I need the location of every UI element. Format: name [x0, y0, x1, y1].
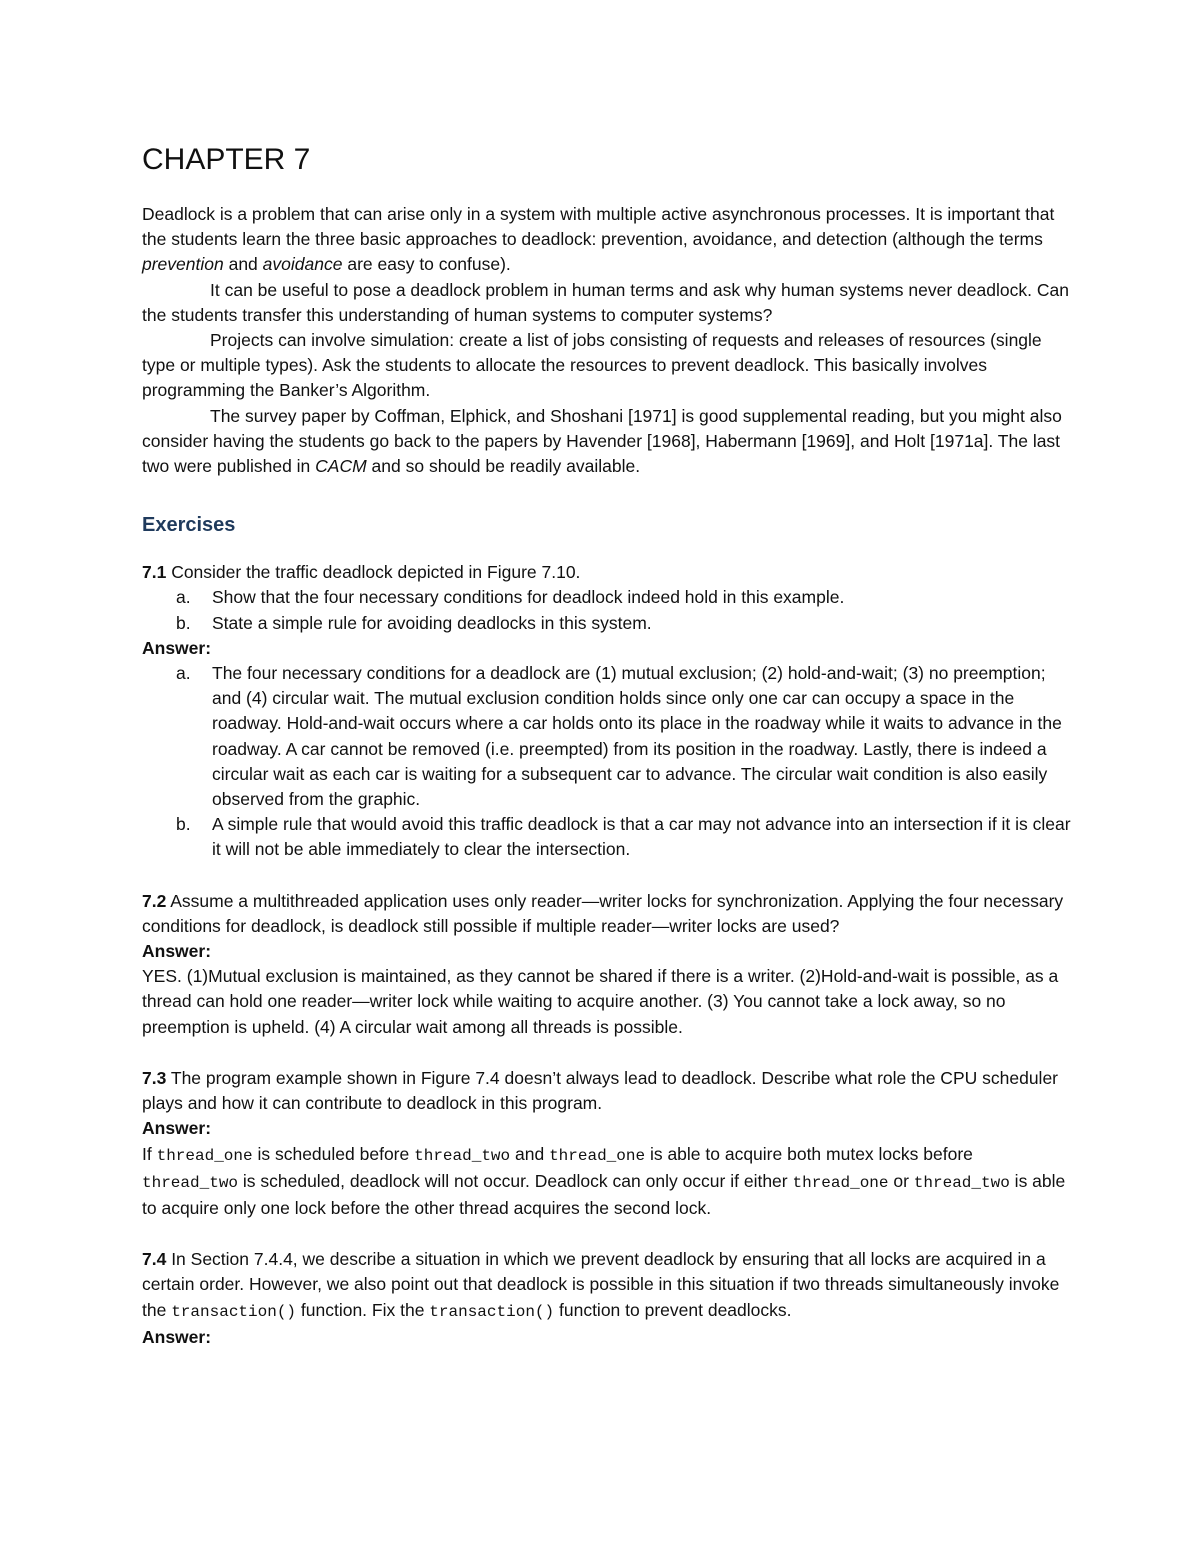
code-thread-two: thread_two: [913, 1173, 1010, 1192]
term-prevention: prevention: [142, 254, 224, 275]
list-item: b. State a simple rule for avoiding deadlocks in this system.: [176, 612, 652, 633]
chapter-title: CHAPTER 7: [142, 143, 311, 176]
answer-label: Answer:: [142, 1118, 212, 1139]
answer-label: Answer:: [142, 637, 212, 658]
exercise-7-4: [142, 1247, 1072, 1350]
exercise-number: 7.2: [142, 890, 167, 911]
code-thread-one: thread_one: [792, 1173, 889, 1192]
code-transaction: transaction(): [429, 1302, 555, 1321]
code-thread-two: thread_two: [414, 1146, 511, 1165]
answer-label: Answer:: [142, 1326, 212, 1347]
intro-paragraph-2: It can be useful to pose a deadlock problem in human terms and ask why human systems never deadlock. Can the students transfer this understanding of human systems to computer systems?: [142, 279, 1069, 325]
answer-text: YES. (1)Mutual exclusion is maintained, as they cannot be shared if there is a writer. (2)Hold-and-wait is possible, as a thread can hold one reader—writer lock while waiting to acquire another. (3) You cannot take a lock away, so no preemption is upheld. (4) A circular wait among all threads is possible.: [142, 966, 1059, 1037]
question-parts: [142, 585, 1072, 635]
intro-paragraph-4: The survey paper by Coffman, Elphick, and Shoshani [1971] is good supplemental reading, but you might also consider having the students go back to the papers by Havender [1968], Habermann [1969], and Holt [1971a]. The last two were published in CACM and so should be readily available.: [142, 405, 1062, 477]
exercise-7-1: [142, 560, 1072, 862]
term-avoidance: avoidance: [262, 254, 343, 275]
exercise-7-3: [142, 1066, 1072, 1221]
exercise-number: 7.4: [142, 1249, 167, 1270]
answer-label: Answer:: [142, 941, 212, 962]
exercise-question: 7.3 The program example shown in Figure 7.4 doesn’t always lead to deadlock. Describe what role the CPU scheduler plays and how it can contribute to deadlock in this program.: [142, 1067, 1058, 1114]
answer-parts: [142, 661, 1072, 863]
list-item: a. Show that the four necessary conditions for deadlock indeed hold in this example.: [176, 587, 845, 608]
intro-paragraph-3: Projects can involve simulation: create a list of jobs consisting of requests and releases of resources (single type or multiple types). Ask the students to allocate the resources to prevent deadlock. This basically involves programming the Banker’s Algorithm.: [142, 330, 1042, 401]
intro-paragraph-1: Deadlock is a problem that can arise only in a system with multiple active asynchronous processes. It is important that the students learn the three basic approaches to deadlock: prevention, avoidance, and detection (although the terms prevention and avoidance are easy to confuse).: [142, 204, 1055, 275]
exercise-7-2: [142, 889, 1072, 1040]
exercise-question: 7.2 Assume a multithreaded application uses only reader—writer locks for synchronization. Applying the four necessary conditions for deadlock, is deadlock still possible if multiple reader—writer locks are used?: [142, 890, 1064, 936]
exercise-question: 7.1 Consider the traffic deadlock depicted in Figure 7.10.: [142, 562, 581, 583]
answer-text: If thread_one is scheduled before thread_two and thread_one is able to acquire both mutex locks before thread_two is scheduled, deadlock will not occur. Deadlock can only occur if either thread_one or thread_two is able to acquire only one lock before the other thread acquires the second lock.: [142, 1143, 1066, 1218]
exercise-question: 7.4 In Section 7.4.4, we describe a situation in which we prevent deadlock by ensuring that all locks are acquired in a certain order. However, we also point out that deadlock is possible in this situation if two threads simultaneously invoke the transaction() function. Fix the transaction() function to prevent deadlocks.: [142, 1249, 1060, 1321]
code-thread-two: thread_two: [142, 1173, 239, 1192]
exercises-heading: Exercises: [142, 514, 236, 537]
list-item: b. A simple rule that would avoid this traffic deadlock is that a car may not advance into an intersection if it is clear it will not be able immediately to clear the intersection.: [176, 814, 1071, 860]
code-transaction: transaction(): [171, 1302, 297, 1321]
code-thread-one: thread_one: [156, 1146, 253, 1165]
exercise-number: 7.3: [142, 1067, 167, 1088]
journal-cacm: CACM: [315, 456, 367, 477]
code-thread-one: thread_one: [549, 1146, 646, 1165]
list-item: a. The four necessary conditions for a deadlock are (1) mutual exclusion; (2) hold-and-wait; (3) no preemption; and (4) circular wait. The mutual exclusion condition holds since only one car can occupy a space in the roadway. Hold-and-wait occurs where a car holds onto its place in the roadway while it waits to advance in the roadway. A car cannot be removed (i.e. preempted) from its position in the roadway. Lastly, there is indeed a circular wait as each car is waiting for a subsequent car to advance. The circular wait condition is also easily observed from the graphic.: [176, 663, 1062, 810]
exercise-number: 7.1: [142, 562, 167, 583]
document-page: [142, 140, 1072, 1350]
